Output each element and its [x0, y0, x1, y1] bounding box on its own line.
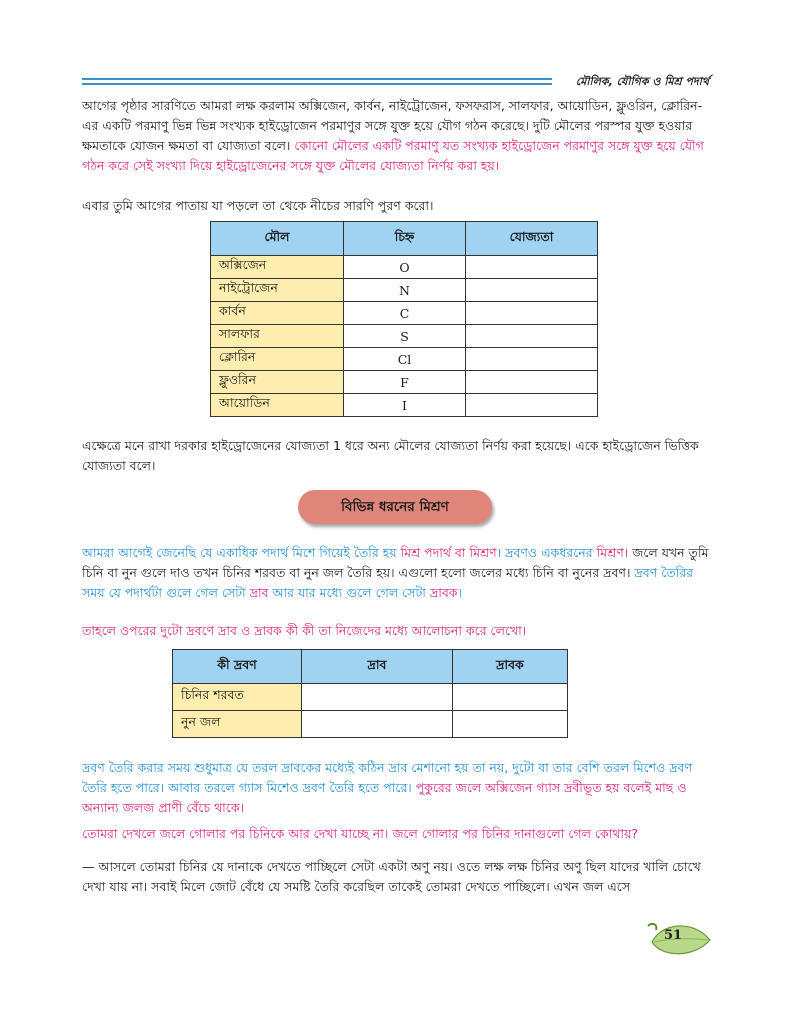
paragraph-solution-types	[82, 758, 712, 818]
paragraph-mixtures	[82, 543, 712, 603]
text-blue: আর যার মধ্যে গুলে গেল সেটা	[268, 585, 430, 600]
table-row	[211, 256, 598, 279]
paragraph-explanation: — আসলে তোমরা চিনির যে দানাকে দেখতে পাচ্ছিলে সেটা একটা অণু নয়। ওতে লক্ষ লক্ষ চিনির অণু ছিল যাদের খালি চোখে দেখা যায় না। সবাই মিলে জোট বেঁধে যে সমষ্টি তৈরি করেছিল তাকেই তোমরা দেখতে পাচ্ছিলে। এখন জল এসে	[82, 859, 701, 894]
text-normal: আগের পৃষ্ঠার সারণিতে আমরা লক্ষ করলাম অক্সিজেন, কার্বন, নাইট্রোজেন, ফসফরাস, সালফার, আয়োডিন, ফ্লুওরিন, ক্লোরিন-এর একটি পরমাণু ভিন্ন ভিন্ন সংখ্যক হাইড্রোজেন পরমাণুর সঙ্গে যুক্ত হয়ে যৌগ গঠন করেছে। দুটি মৌলের পরস্পর যুক্ত হওয়ার ক্ষমতাকে যোজন ক্ষমতা বা যোজ্যতা বলে।	[82, 98, 703, 153]
solvent-cell[interactable]	[453, 684, 568, 711]
text-normal: জলে যখন তুমি চিনি বা নুন গুলে দাও তখন চিনির শরবত বা নুন জল তৈরি হয়। এগুলো হলো জলের মধ্যে চিনি বা নুনের দ্রবণ।	[82, 545, 709, 580]
valency-cell[interactable]	[466, 325, 598, 348]
solution-name: নুন জল	[173, 711, 302, 738]
header-solute: দ্রাব	[302, 650, 453, 684]
text-pink: মিশ্রণ	[596, 545, 624, 560]
valency-table	[210, 221, 598, 417]
text-pink: মিশ্র পদার্থ বা মিশ্রণ	[400, 545, 497, 560]
table-row	[173, 684, 568, 711]
header-solution: কী দ্রবণ	[173, 650, 302, 684]
element-symbol: C	[344, 302, 466, 325]
text-blue: ।	[457, 585, 463, 600]
table-header-row	[173, 650, 568, 684]
header-rule	[82, 78, 552, 90]
text-blue: দ্রবণ তৈরির সময় যে পদার্থটা গুলে গেল সেটা	[82, 565, 693, 600]
text-pink: পুকুরের জলে অক্সিজেন গ্যাস দ্রবীভূত হয় বলেই মাছ ও অন্যান্য জলজ প্রাণী বেঁচে থাকে।	[82, 780, 687, 815]
paragraph-valency-note: এক্ষেত্রে মনে রাখা দরকার হাইড্রোজেনের যোজ্যতা 1 ধরে অন্য মৌলের যোজ্যতা নির্ণয় করা হয়েছে। একে হাইড্রোজেন ভিত্তিক যোজ্যতা বলে।	[82, 438, 699, 473]
table-header-row	[211, 222, 598, 256]
header-symbol: চিহ্ন	[344, 222, 466, 256]
element-name: নাইট্রোজেন	[211, 279, 344, 302]
text-pink: ।	[623, 545, 629, 560]
solute-cell[interactable]	[302, 711, 453, 738]
table-row	[211, 325, 598, 348]
element-name: ক্লোরিন	[211, 348, 344, 371]
header-valency: যোজ্যতা	[466, 222, 598, 256]
text-blue: দ্রবণ তৈরি করার সময় শুধুমাত্র যে তরল দ্রাবকের মধ্যেই কঠিন দ্রাব মেশানো হয় তা নয়, দুটো বা তার বেশি তরল মিশেও দ্রবণ তৈরি হতে পারে। আবার তরলে গ্যাস মিশেও দ্রবণ তৈরি হতে পারে।	[82, 760, 693, 795]
element-symbol: O	[344, 256, 466, 279]
paragraph-valency-intro	[82, 96, 712, 176]
valency-cell[interactable]	[466, 371, 598, 394]
element-name: আয়োডিন	[211, 394, 344, 417]
paragraph-question: তোমরা দেখলে জলে গোলার পর চিনিকে আর দেখা যাচ্ছে না। জলে গোলার পর চিনির দানাগুলো গেল কোথায়?	[82, 826, 639, 841]
table-row	[211, 394, 598, 417]
page-number: 51	[663, 928, 683, 943]
text-blue: ।	[496, 545, 502, 560]
header-element: মৌল	[211, 222, 344, 256]
text-pink: দ্রাব	[249, 585, 269, 600]
element-name: অক্সিজেন	[211, 256, 344, 279]
text-blue: আমরা আগেই জেনেছি যে একাধিক পদার্থ মিশে গিয়েই তৈরি হয়	[82, 545, 401, 560]
table-row	[211, 279, 598, 302]
table-row	[211, 371, 598, 394]
table-row	[211, 302, 598, 325]
valency-cell[interactable]	[466, 394, 598, 417]
element-symbol: F	[344, 371, 466, 394]
table-row	[211, 348, 598, 371]
valency-cell[interactable]	[466, 348, 598, 371]
chapter-title: মৌলিক, যৌগিক ও মিশ্র পদার্থ	[575, 75, 709, 88]
table-row	[173, 711, 568, 738]
valency-cell[interactable]	[466, 279, 598, 302]
valency-cell[interactable]	[466, 302, 598, 325]
paragraph-table-instruction: এবার তুমি আগের পাতায় যা পড়লে তা থেকে নীচের সারণি পুরণ করো।	[82, 198, 434, 213]
solvent-cell[interactable]	[453, 711, 568, 738]
element-symbol: Cl	[344, 348, 466, 371]
paragraph-discussion-prompt: তাহলে ওপরের দুটো দ্রবণে দ্রাব ও দ্রাবক কী কী তা নিজেদের মধ্যে আলোচনা করে লেখো।	[82, 623, 527, 638]
element-name: ফ্লুওরিন	[211, 371, 344, 394]
section-title: বিভিন্ন ধরনের মিশ্রণ	[298, 490, 492, 524]
solute-cell[interactable]	[302, 684, 453, 711]
element-name: কার্বন	[211, 302, 344, 325]
element-symbol: S	[344, 325, 466, 348]
header-solvent: দ্রাবক	[453, 650, 568, 684]
text-highlight: কোনো মৌলের একটি পরমাণু যত সংখ্যক হাইড্রোজেন পরমাণুর সঙ্গে যুক্ত হয়ে যৌগ গঠন করে সেই সংখ্যা দিয়ে হাইড্রোজেনের সঙ্গে যুক্ত মৌলের যোজ্যতা নির্ণয় করা হয়।	[82, 138, 704, 173]
solution-table	[172, 649, 568, 738]
element-symbol: N	[344, 279, 466, 302]
element-symbol: I	[344, 394, 466, 417]
valency-cell[interactable]	[466, 256, 598, 279]
solution-name: চিনির শরবত	[173, 684, 302, 711]
text-blue: দ্রবণও একধরনের	[501, 545, 597, 560]
element-name: সালফার	[211, 325, 344, 348]
text-pink: দ্রাবক	[429, 585, 458, 600]
